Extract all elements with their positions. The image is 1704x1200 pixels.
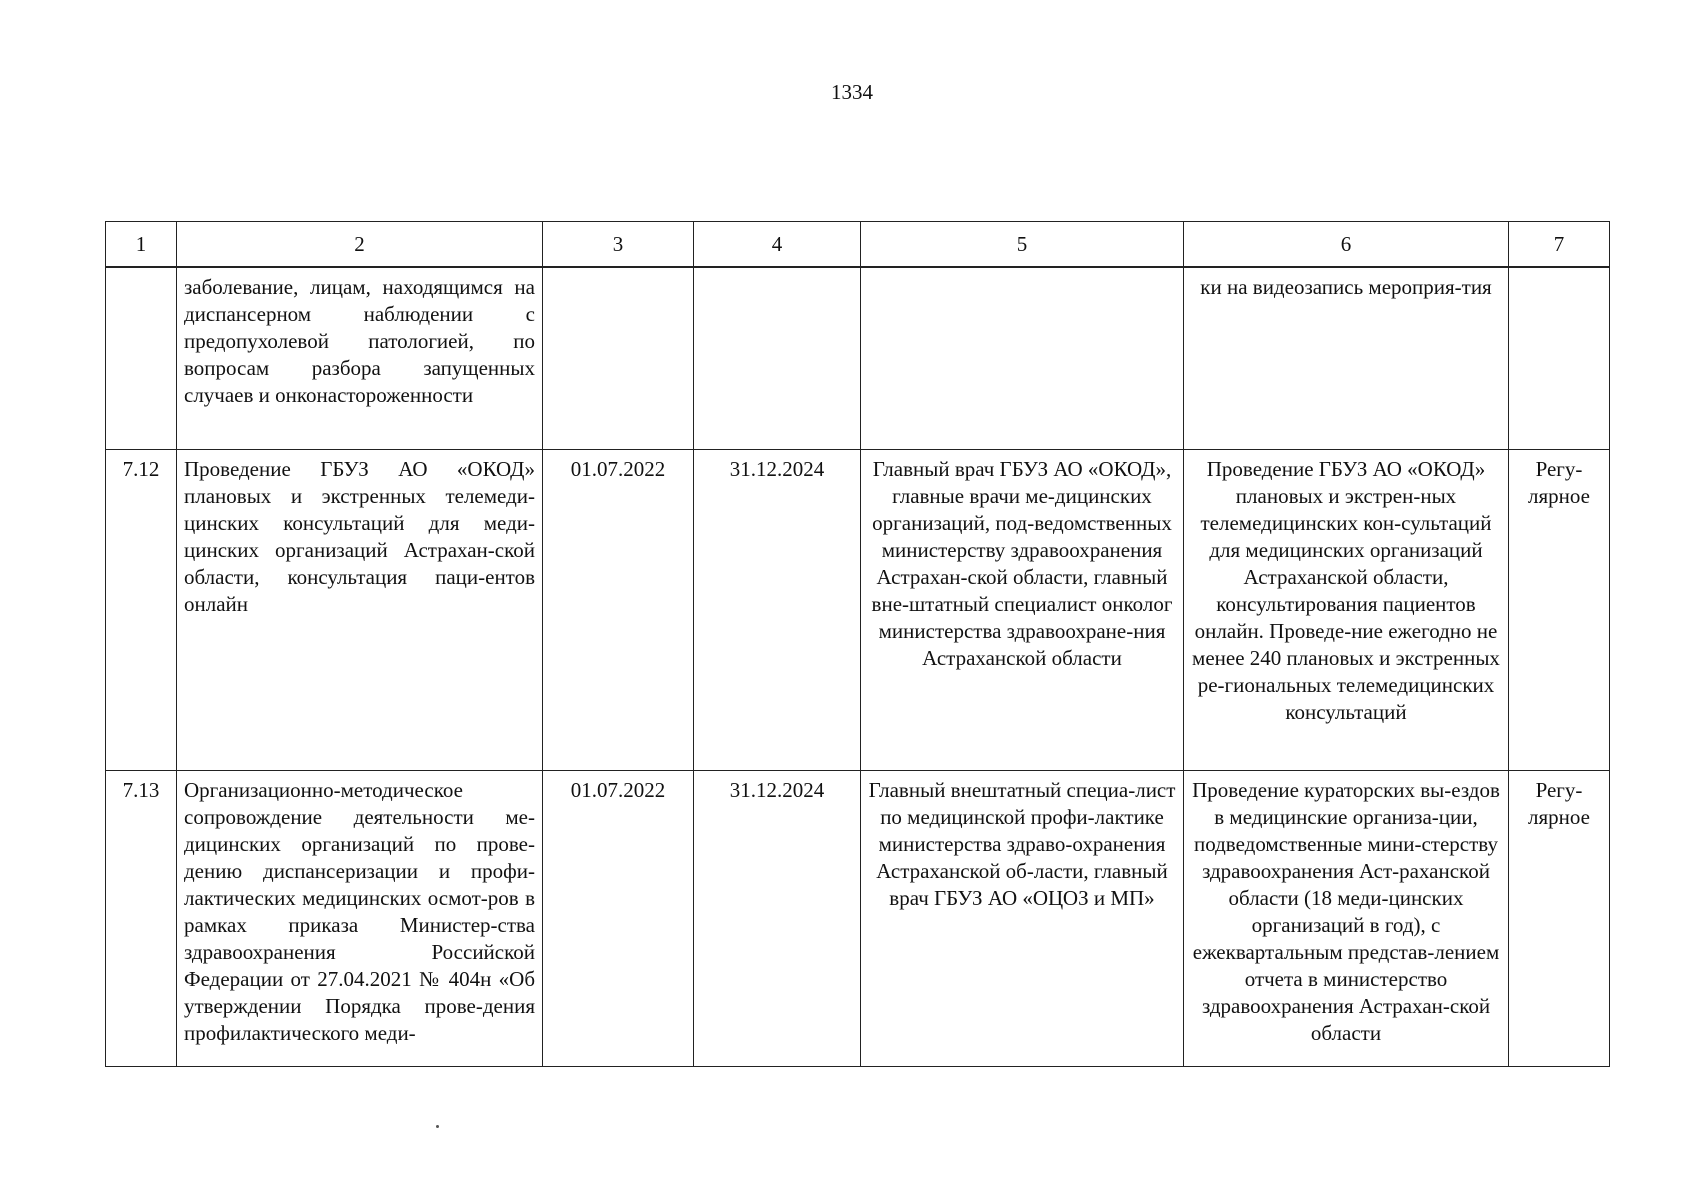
- item-number: 7.12: [106, 450, 177, 771]
- table-header-row: [106, 222, 1610, 268]
- column-header-3: 3: [543, 222, 694, 268]
- end-date: [694, 267, 861, 450]
- item-description: Организационно-методическое сопровождение деятельности ме-дицинских организаций по прове-дению диспансеризации и профи-лактических медицинских осмот-ров в рамках приказа Министер-ства здравоохранения Российской Федерации от 27.04.2021 № 404н «Об утверждении Порядка прове-дения профилактического меди-: [177, 771, 543, 1067]
- expected-result: Проведение ГБУЗ АО «ОКОД» плановых и экстрен-ных телемедицинских кон-сультаций для медицинских организаций Астраханской области, консультирования пациентов онлайн. Проведе-ние ежегодно не менее 240 плановых и экстренных ре-гиональных телемедицинских консультаций: [1184, 450, 1509, 771]
- column-header-7: 7: [1509, 222, 1610, 268]
- item-description: Проведение ГБУЗ АО «ОКОД» плановых и экстренных телемеди-цинских консультаций для меди-цинских организаций Астрахан-ской области, консультация паци-ентов онлайн: [177, 450, 543, 771]
- responsible: [861, 267, 1184, 450]
- item-description: заболевание, лицам, находящимся на диспансерном наблюдении с предопухолевой патологией, по вопросам разбора запущенных случаев и онконастороженности: [177, 267, 543, 450]
- column-header-2: 2: [177, 222, 543, 268]
- start-date: [543, 267, 694, 450]
- frequency: Регу-лярное: [1509, 771, 1610, 1067]
- expected-result: ки на видеозапись мероприя-тия: [1184, 267, 1509, 450]
- responsible: Главный врач ГБУЗ АО «ОКОД», главные врачи ме-дицинских организаций, под-ведомственных министерству здравоохранения Астрахан-ской области, главный вне-штатный специалист онколог министерства здравоохране-ния Астраханской области: [861, 450, 1184, 771]
- responsible: Главный внештатный специа-лист по медицинской профи-лактике министерства здраво-охранения Астраханской об-ласти, главный врач ГБУЗ АО «ОЦОЗ и МП»: [861, 771, 1184, 1067]
- plan-table: [105, 221, 1610, 1067]
- end-date: 31.12.2024: [694, 771, 861, 1067]
- frequency: Регу-лярное: [1509, 450, 1610, 771]
- start-date: 01.07.2022: [543, 450, 694, 771]
- column-header-4: 4: [694, 222, 861, 268]
- table-row: [106, 267, 1610, 450]
- table-row: [106, 450, 1610, 771]
- item-number: 7.13: [106, 771, 177, 1067]
- column-header-6: 6: [1184, 222, 1509, 268]
- expected-result: Проведение кураторских вы-ездов в медицинские организа-ции, подведомственные мини-стерству здравоохранения Аст-раханской области (18 меди-цинских организаций в год), с ежеквартальным представ-лением отчета в министерство здравоохранения Астрахан-ской области: [1184, 771, 1509, 1067]
- end-date: 31.12.2024: [694, 450, 861, 771]
- frequency: [1509, 267, 1610, 450]
- scan-speck: [436, 1125, 439, 1128]
- column-header-5: 5: [861, 222, 1184, 268]
- column-header-1: 1: [106, 222, 177, 268]
- page-number: 1334: [831, 80, 873, 104]
- start-date: 01.07.2022: [543, 771, 694, 1067]
- table-row: [106, 771, 1610, 1067]
- item-number: [106, 267, 177, 450]
